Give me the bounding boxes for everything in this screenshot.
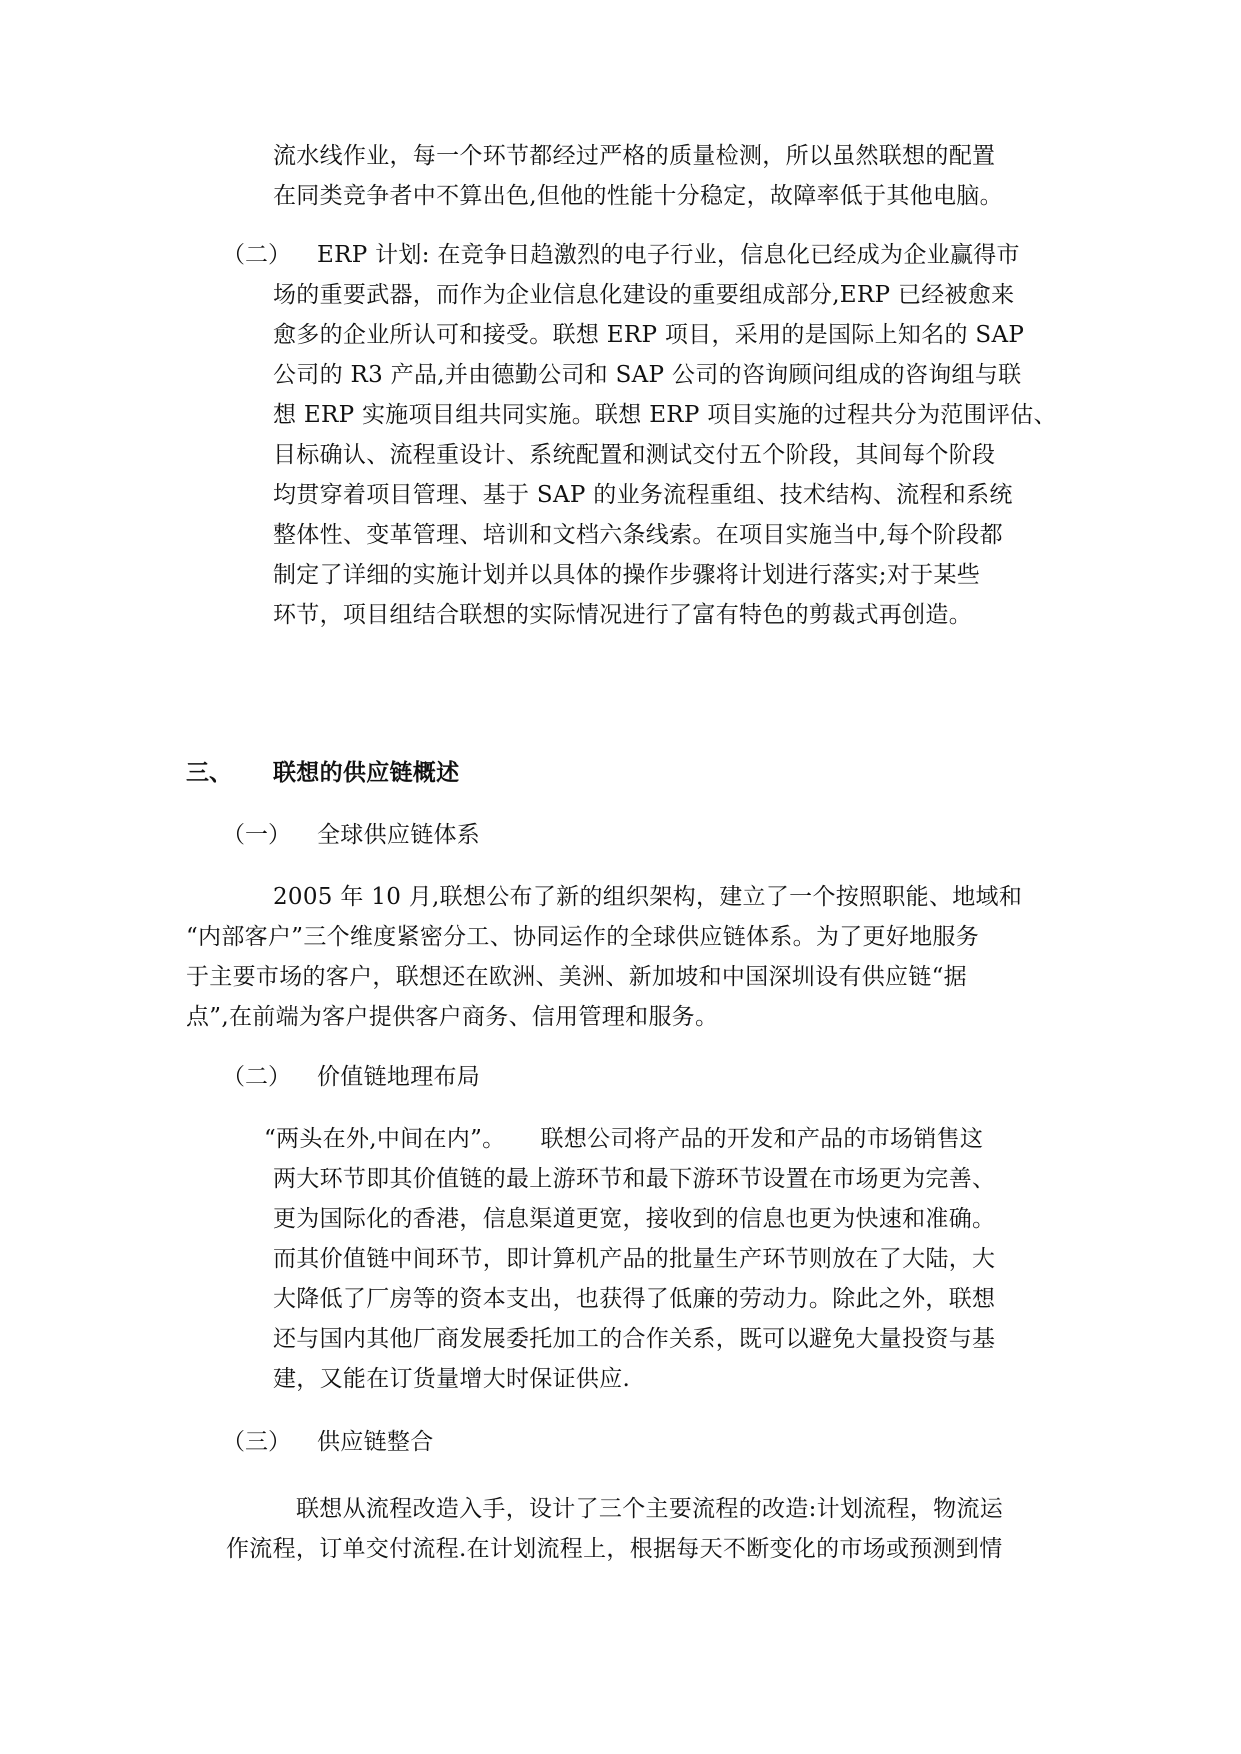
paragraph-line: 愈多的企业所认可和接受。联想 ERP 项目，采用的是国际上知名的 SAP [273,322,1025,348]
paragraph-line: 公司的 R3 产品,并由德勤公司和 SAP 公司的咨询顾问组成的咨询组与联 [273,362,1022,388]
paragraph-line: ERP 计划: 在竞争日趋激烈的电子行业，信息化已经成为企业赢得市 [317,242,1020,268]
paragraph-line: 还与国内其他厂商发展委托加工的合作关系，既可以避免大量投资与基 [273,1326,996,1352]
paragraph-line: “内部客户”三个维度紧密分工、协同运作的全球供应链体系。为了更好地服务 [186,924,980,950]
subsection-title: 价值链地理布局 [317,1064,481,1090]
paragraph-line: 建，又能在订货量增大时保证供应. [273,1366,631,1392]
paragraph-line: 联想从流程改造入手，设计了三个主要流程的改造:计划流程，物流运 [296,1496,1004,1522]
paragraph-line: 环节，项目组结合联想的实际情况进行了富有特色的剪裁式再创造。 [273,602,972,628]
paragraph-line: 于主要市场的客户，联想还在欧洲、美洲、新加坡和中国深圳设有供应链“据 [186,964,967,990]
paragraph-line: 大降低了厂房等的资本支出，也获得了低廉的劳动力。除此之外，联想 [273,1286,996,1312]
list-marker: （三） [222,1429,291,1455]
section-title: 联想的供应链概述 [273,759,460,786]
paragraph-line: “两头在外,中间在内”。 联想公司将产品的开发和产品的市场销售这 [264,1126,984,1152]
paragraph-line: 想 ERP 实施项目组共同实施。联想 ERP 项目实施的过程共分为范围评估、 [273,402,1057,428]
list-marker: （一） [222,822,291,848]
list-marker: （二） [222,242,291,268]
paragraph-line: 在同类竞争者中不算出色,但他的性能十分稳定，故障率低于其他电脑。 [273,183,1003,209]
paragraph-line: 而其价值链中间环节，即计算机产品的批量生产环节则放在了大陆，大 [273,1246,996,1272]
paragraph-line: 目标确认、流程重设计、系统配置和测试交付五个阶段，其间每个阶段 [273,442,996,468]
paragraph-line: 场的重要武器，而作为企业信息化建设的重要组成部分,ERP 已经被愈来 [273,282,1015,308]
paragraph-line: 整体性、变革管理、培训和文档六条线索。在项目实施当中,每个阶段都 [273,522,1003,548]
paragraph-line: 2005 年 10 月,联想公布了新的组织架构，建立了一个按照职能、地域和 [273,884,1023,910]
section-number: 三、 [186,759,232,786]
list-marker: （二） [222,1064,291,1090]
paragraph-line: 均贯穿着项目管理、基于 SAP 的业务流程重组、技术结构、流程和系统 [273,482,1013,508]
paragraph-line: 制定了详细的实施计划并以具体的操作步骤将计划进行落实;对于某些 [273,562,981,588]
paragraph-line: 两大环节即其价值链的最上游环节和最下游环节设置在市场更为完善、 [273,1166,996,1192]
subsection-title: 供应链整合 [317,1429,434,1455]
paragraph-line: 作流程，订单交付流程.在计划流程上，根据每天不断变化的市场或预测到情 [226,1536,1003,1562]
paragraph-line: 流水线作业，每一个环节都经过严格的质量检测，所以虽然联想的配置 [273,143,996,169]
paragraph-line: 更为国际化的香港，信息渠道更宽，接收到的信息也更为快速和准确。 [273,1206,996,1232]
paragraph-line: 点”,在前端为客户提供客户商务、信用管理和服务。 [186,1004,719,1030]
subsection-title: 全球供应链体系 [317,822,481,848]
